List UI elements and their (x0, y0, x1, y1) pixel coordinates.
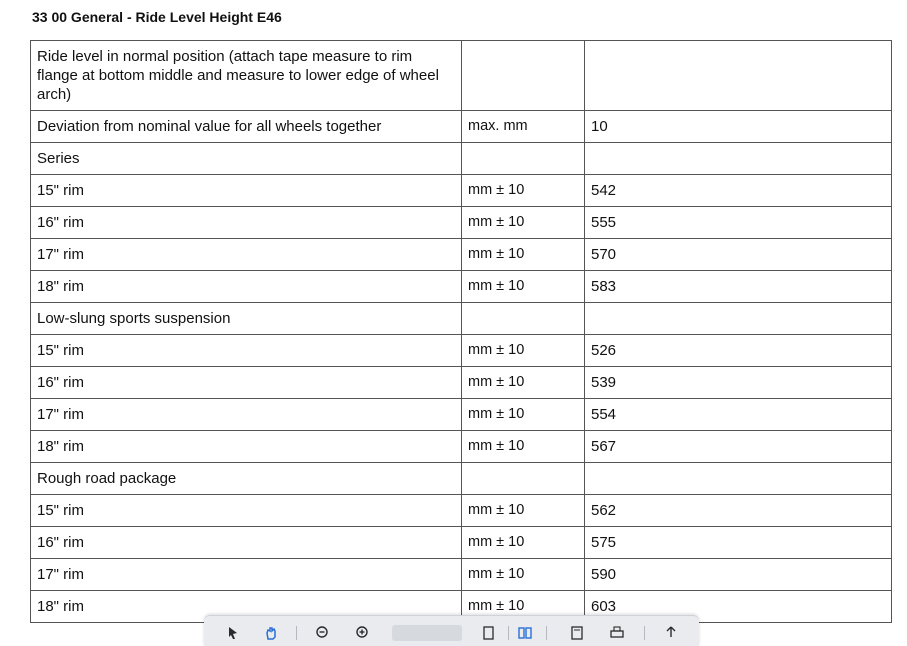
unit-cell: mm ± 10 (462, 591, 585, 623)
table-row (31, 559, 892, 591)
table-row (31, 207, 892, 239)
unit-cell: mm ± 10 (462, 431, 585, 463)
pan-hand-icon[interactable] (264, 626, 278, 640)
table-row-deviation (31, 111, 892, 143)
table-row (31, 495, 892, 527)
unit-cell: mm ± 10 (462, 399, 585, 431)
deviation-unit: max. mm (462, 111, 585, 143)
section-heading-row (31, 463, 892, 495)
print-icon[interactable] (610, 626, 624, 640)
rim-label: 18" rim (31, 271, 462, 303)
zoom-out-icon[interactable] (316, 626, 330, 640)
value-cell: 570 (585, 239, 892, 271)
value-cell: 590 (585, 559, 892, 591)
two-page-icon[interactable] (518, 626, 532, 640)
intro-value (585, 41, 892, 111)
page-fit-icon[interactable] (482, 626, 496, 640)
unit-cell: mm ± 10 (462, 559, 585, 591)
rim-label: 16" rim (31, 527, 462, 559)
section-heading-row (31, 303, 892, 335)
rim-label: 16" rim (31, 367, 462, 399)
unit-cell: mm ± 10 (462, 527, 585, 559)
unit-cell: mm ± 10 (462, 335, 585, 367)
table-row (31, 367, 892, 399)
rim-label: 18" rim (31, 591, 462, 623)
ride-height-table (30, 40, 892, 623)
rim-label: 16" rim (31, 207, 462, 239)
value-cell: 539 (585, 367, 892, 399)
save-icon[interactable] (570, 626, 584, 640)
value-cell: 562 (585, 495, 892, 527)
zoom-in-icon[interactable] (356, 626, 370, 640)
value-cell: 575 (585, 527, 892, 559)
unit-cell: mm ± 10 (462, 495, 585, 527)
intro-unit (462, 41, 585, 111)
unit-cell: mm ± 10 (462, 207, 585, 239)
page-zoom-field[interactable] (392, 625, 462, 641)
rim-label: 17" rim (31, 239, 462, 271)
table-row (31, 239, 892, 271)
rim-label: 15" rim (31, 335, 462, 367)
rim-label: 17" rim (31, 399, 462, 431)
value-cell: 526 (585, 335, 892, 367)
value-cell: 567 (585, 431, 892, 463)
pointer-icon[interactable] (226, 626, 240, 640)
rim-label: 18" rim (31, 431, 462, 463)
deviation-value: 10 (585, 111, 892, 143)
page-title: 33 00 General - Ride Level Height E46 (32, 9, 282, 25)
table-row (31, 175, 892, 207)
table-row-intro (31, 41, 892, 111)
value-cell: 603 (585, 591, 892, 623)
table-row (31, 271, 892, 303)
share-icon[interactable] (664, 626, 678, 640)
rim-label: 15" rim (31, 495, 462, 527)
viewer-toolbar (204, 615, 699, 646)
value-cell: 583 (585, 271, 892, 303)
section-heading: Series (31, 143, 462, 175)
rim-label: 17" rim (31, 559, 462, 591)
section-heading-row (31, 143, 892, 175)
unit-cell: mm ± 10 (462, 271, 585, 303)
rim-label: 15" rim (31, 175, 462, 207)
deviation-label: Deviation from nominal value for all wheels together (31, 111, 462, 143)
table-row (31, 431, 892, 463)
table-row (31, 335, 892, 367)
value-cell: 554 (585, 399, 892, 431)
section-heading: Low-slung sports suspension (31, 303, 462, 335)
unit-cell: mm ± 10 (462, 367, 585, 399)
unit-cell: mm ± 10 (462, 175, 585, 207)
table-row (31, 399, 892, 431)
value-cell: 542 (585, 175, 892, 207)
section-heading: Rough road package (31, 463, 462, 495)
unit-cell: mm ± 10 (462, 239, 585, 271)
intro-label: Ride level in normal position (attach tape measure to rim flange at bottom middle and measure to lower edge of wheel arch) (31, 41, 462, 111)
table-row (31, 527, 892, 559)
value-cell: 555 (585, 207, 892, 239)
